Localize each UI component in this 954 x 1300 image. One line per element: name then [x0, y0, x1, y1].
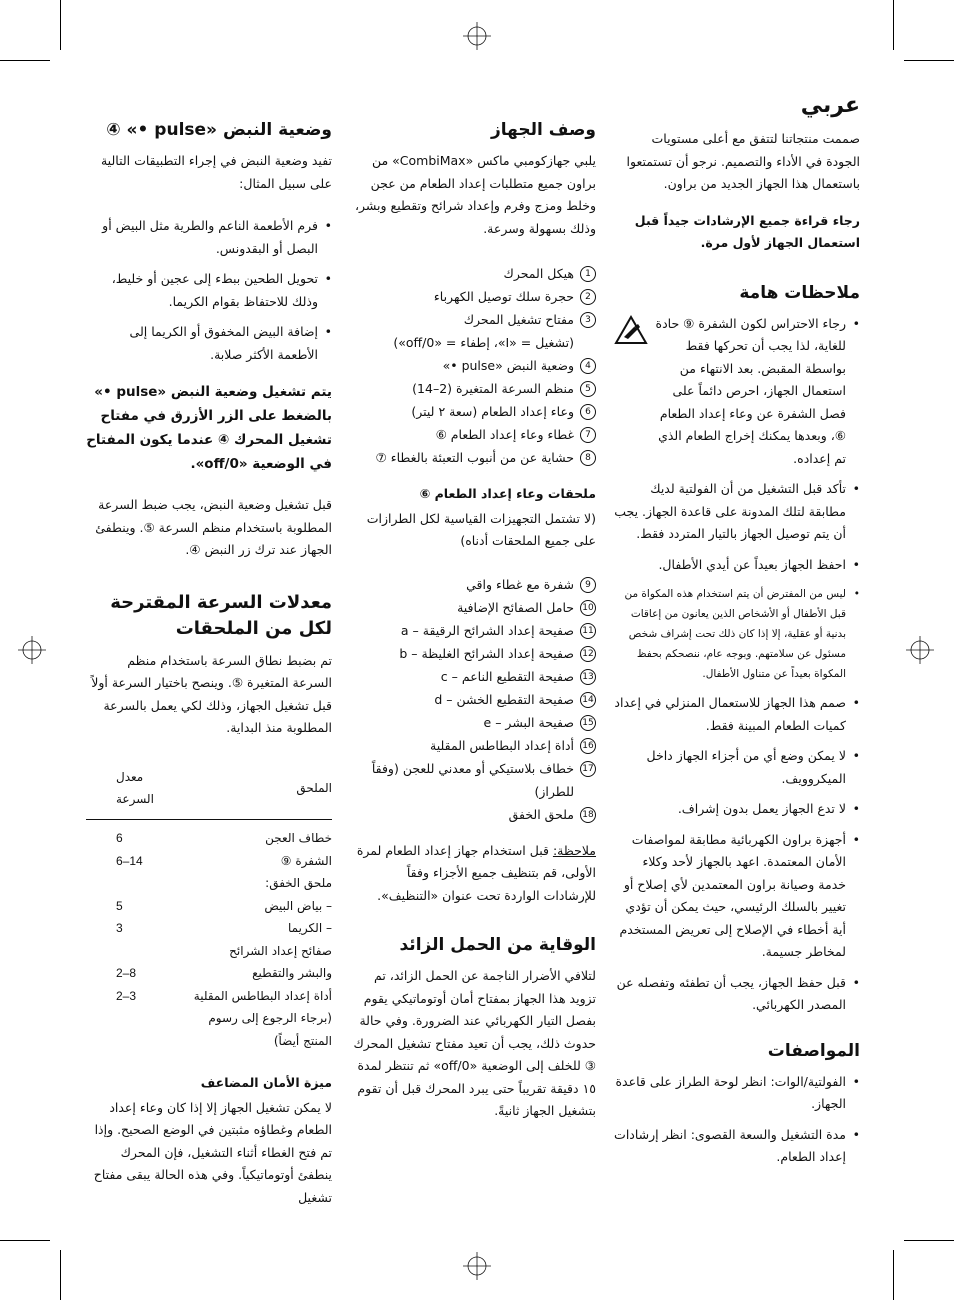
crop-mark	[893, 0, 894, 50]
speed-table	[86, 762, 332, 1053]
specifications-list	[614, 1071, 860, 1169]
language-title: عربي	[800, 93, 860, 118]
crop-mark	[893, 1250, 894, 1300]
crop-mark	[60, 0, 61, 50]
list-item: • أجهزة براون الكهربائية مطابقة لمواصفات الأمان المعتمدة. اعهد بالجهاز لأحد وكلاء خدمة وصيانة براون المعتمدين لأي إصلاح أو تغيير بالسلك الرئيسي، حيث يمكن أن تؤدي أية أخطاء في الإصلاح إلى تعريض المستخدم لمخاطر جسيمة.	[614, 829, 860, 964]
registration-mark-icon	[906, 636, 934, 664]
list-item: 2 حجرة سلك توصيل الكهرباء	[352, 285, 596, 308]
list-item: • لا يمكن وضع أي من أجزاء الجهاز داخل الميكروويف.	[614, 745, 860, 790]
table-row: والبشر والتقطيع 2–8	[116, 966, 332, 980]
pulse-mode-list	[86, 215, 332, 366]
list-item: 16 أداة إعداد البطاطس المقلية	[352, 734, 596, 757]
double-safety-heading: ميزة الأمان المضاعف	[200, 1075, 332, 1090]
cleaning-note: ملاحظة: قبل استخدام جهاز إعداد الطعام لمرة الأولى، قم بتنظيف جميع الأجزاء وفقاً للإرشادات الواردة تحت عنوان «التنظيف».	[356, 842, 596, 903]
list-item: • تأكد قبل التشغيل من أن الفولتية لديك مطابقة لتلك المدونة على قاعدة الجهاز. يجب أن يتم توصيل الجهاز بالتيار المتردد فقط.	[614, 478, 860, 546]
crop-mark	[0, 1240, 50, 1241]
list-item	[614, 313, 860, 471]
column-middle	[352, 118, 596, 1135]
read-instructions-notice: رجاء قراءة جميع الإرشادات جيداً قبل استعمال الجهاز لأول مرة.	[634, 212, 860, 250]
pulse-mode-heading: وضعية النبض «pulse •» ④	[106, 120, 332, 140]
crop-mark	[904, 60, 954, 61]
list-item: 6 وعاء إعداد الطعام (سعة ٢ ليتر)	[352, 400, 596, 423]
list-item: 11 صفيحة إعداد الشرائح الرقيقة – a	[352, 619, 596, 642]
list-item: • فرم الأطعمة الناعم والطرية مثل البيض أو البصل أو البقدونس.	[86, 215, 332, 260]
suggested-speeds-intro: تم بضبط نطاق السرعة باستخدام منظم السرعة المتغيرة ⑤. وينصح باختيار السرعة أولاً قبل تشغيل الجهاز، وذلك لكي يعمل بالسرعة المطلوبة منذ البداية.	[91, 652, 332, 735]
list-item: 14 صفيحة التقطيع الخشن – d	[352, 688, 596, 711]
list-item: 4 وضعية النبض «pulse •»	[352, 354, 596, 377]
table-row: خطاف العجن 6	[116, 831, 332, 845]
device-description-intro: يلبي جهازكومبي ماكس «CombiMax» من براون جميع متطلبات إعداد الطعام من عجن وخلط ومزج وفرم وإعداد شرائح وتقطيع وبشر، وذلك بسهولة وسرعة.	[354, 153, 596, 236]
table-row: صفائح إعداد الشرائح	[229, 943, 332, 958]
part-number: 17	[580, 761, 596, 777]
double-safety-text: لا يمكن تشغيل الجهاز إلا إذا كان وعاء إعداد الطعام وغطاؤه مثبتين في الوضع الصحيح. وإذا تم فتح الغطاء أثناء التشغيل، فإن المحرك ينطفئ أوتوماتيكياً. وفي هذه الحالة يبقى مفتاح تشغيل	[93, 1099, 332, 1205]
list-item: • ليس من المفترض أن يتم استخدام هذه المكواة من قبل الأطفال أو الأشخاص الذين يعانون من إعاقات بدنية أو عقلية، إلا إذا كان ذلك تحت إشراف شخص مسئول عن سلامتهم. وبوجه عام، ننصحكم بحفظ المكواة بعيداً عن متناول الأطفال.	[614, 584, 860, 684]
list-item: 18 ملحق الخفق	[352, 803, 596, 826]
part-number: 13	[580, 669, 596, 685]
part-number: 15	[580, 715, 596, 731]
list-item: • مدة التشغيل والسعة القصوى: انظر إرشادات إعداد الطعام.	[614, 1124, 860, 1169]
table-header-accessory: الملحق	[178, 762, 332, 820]
registration-mark-icon	[463, 22, 491, 50]
list-item: • إضافة البيض المخفوق أو الكريما إلى الأطعمة الأكثر صلابة.	[86, 321, 332, 366]
table-row: ملحق الخفق:	[265, 876, 332, 890]
overload-protection-heading: الوقاية من الحمل الزائد	[399, 935, 596, 955]
registration-mark-icon	[463, 1252, 491, 1280]
list-item: 12 صفيحة إعداد الشرائح الغليظة – b	[352, 642, 596, 665]
table-row: أداة إعداد البطاطس المقلية 2–3	[116, 988, 332, 1003]
list-item: 15 صفيحة البشر – e	[352, 711, 596, 734]
pulse-activation-notice: يتم تشغيل وضعية النبض «pulse •» بالضغط على الزر الأزرق في مفتاح تشغيل المحرك ④ عندما يكون المفتاح في الوضعية «off/0».	[86, 384, 332, 472]
list-item: 10 حامل الصفائح الإضافية	[352, 596, 596, 619]
part-number: 4	[580, 358, 596, 374]
part-number: 2	[580, 289, 596, 305]
list-item: 1 هيكل المحرك	[352, 262, 596, 285]
table-row: الشفرة ⑨ 6–14	[116, 853, 332, 868]
accessories-heading: ملحقات وعاء إعداد الطعام ⑥	[419, 486, 596, 501]
part-number: 7	[580, 427, 596, 443]
parts-list	[352, 262, 596, 469]
accessories-note: (لا تشتمل التجهيزات القياسية لكل الطرازات على جميع الملحقات أدناه)	[366, 510, 596, 548]
list-item: • قبل حفظ الجهاز، يجب أن تطفئه وتفصله عن المصدر الكهربائي.	[614, 972, 860, 1017]
pulse-speed-note: قبل تشغيل وضعية النبض، يجب ضبط السرعة المطلوبة باستخدام منظم السرعة ⑤. وينطفئ الجهاز عند ترك زر النبض ④.	[95, 497, 332, 557]
registration-mark-icon	[18, 636, 46, 664]
part-number: 5	[580, 381, 596, 397]
part-number: 18	[580, 807, 596, 823]
list-item: • لا تدع الجهاز يعمل بدون إشراف.	[614, 798, 860, 821]
device-description-heading: وصف الجهاز	[490, 120, 596, 140]
list-item: (تشغيل = «I»، إطفاء = «off/0»)	[393, 335, 574, 350]
pulse-mode-intro: تفيد وضعية النبض في إجراء التطبيقات التالية على سبيل المثال:	[100, 153, 332, 191]
list-item: 3 مفتاح تشغيل المحرك	[352, 308, 596, 331]
part-number: 3	[580, 312, 596, 328]
table-row: – بياض البيض 5	[116, 898, 332, 913]
overload-protection-text: لتلافي الأضرار الناجمة عن الحمل الزائد، تم تزويد هذا الجهاز بمفتاح أمان أوتوماتيكي يقوم بفصل التيار الكهربائي عند الضرورة. وفي حالة حدوث ذلك، يجب أن تعيد مفتاح تشغيل المحرك ③ للخلف إلى الوضعية «off/0» ثم تنتظر لمدة ١٥ دقيقة تقريباً حتى يبرد المحرك قبل أن تقوم بتشغيل الجهاز ثانيةً.	[353, 968, 596, 1118]
sharp-blade-warning-icon	[614, 315, 648, 345]
part-number: 6	[580, 404, 596, 420]
part-number: 14	[580, 692, 596, 708]
column-left	[86, 118, 332, 1221]
part-number: 9	[580, 577, 596, 593]
table-row: – الكريما 3	[116, 921, 332, 935]
list-item: • احفظ الجهاز بعيداً عن أيدي الأطفال.	[614, 554, 860, 577]
part-number: 1	[580, 266, 596, 282]
part-number: 10	[580, 600, 596, 616]
part-number: 8	[580, 450, 596, 466]
list-item: 8 حشاية عن من أنبوب التعبئة بالغطاء ⑦	[352, 446, 596, 469]
list-item: • تحويل الطحين ببطء إلى عجين أو خليط، وذلك للاحتفاظ بقوام الكريما.	[86, 268, 332, 313]
crop-mark	[904, 1240, 954, 1241]
specifications-heading: المواصفات	[767, 1040, 860, 1061]
list-item: • الفولتية/الوات: انظر لوحة الطراز على قاعدة الجهاز.	[614, 1071, 860, 1116]
list-item: • صمم هذا الجهاز للاستعمال المنزلي في إعداد كميات الطعام المبينة فقط.	[614, 692, 860, 737]
important-notes-list	[614, 313, 860, 1017]
table-row: (برجاء الرجوع إلى رسوم المنتج أيضاً)	[208, 1011, 332, 1048]
part-number: 16	[580, 738, 596, 754]
crop-mark	[0, 60, 50, 61]
accessories-list	[352, 573, 596, 826]
list-item: 5 منظم السرعة المتغيرة (2–14)	[352, 377, 596, 400]
list-item: 13 صفيحة التقطيع الناعم – c	[352, 665, 596, 688]
part-number: 12	[580, 646, 596, 662]
column-right	[614, 92, 860, 1177]
important-notes-heading: ملاحظات هامة	[739, 282, 860, 303]
crop-mark	[60, 1250, 61, 1300]
list-item: 7 غطاء وعاء إعداد الطعام ⑥	[352, 423, 596, 446]
part-number: 11	[580, 623, 596, 639]
intro-paragraph: صممت منتجاتنا لتتفق مع أعلى مستويات الجودة في الأداء والتصميم. نرجو أن تستمتعوا باستعمال هذا الجهاز الجديد من براون.	[626, 131, 860, 191]
list-item: 9 شفرة مع غطاء واقي	[352, 573, 596, 596]
suggested-speeds-heading: معدلات السرعة المقترحة لكل من الملحقات	[110, 591, 332, 639]
blade-warning-text: • رجاء الاحتراس لكون الشفرة ⑨ حادة للغاية، لذا يجب أن تحركها فقط بواسطة المقبض. بعد الانتهاء من استعمال الجهاز، احرص دائماً على فصل الشفرة عن وعاء إعداد الطعام ⑥، وبعدها يمكنك إخراج الطعام الذي تم إعداده.	[655, 315, 846, 466]
list-item: 17 خطاف بلاستيكي أو معدني للعجن (وفقاً للطراز)	[352, 757, 596, 803]
table-header-speed: معدل السرعة	[86, 762, 178, 820]
